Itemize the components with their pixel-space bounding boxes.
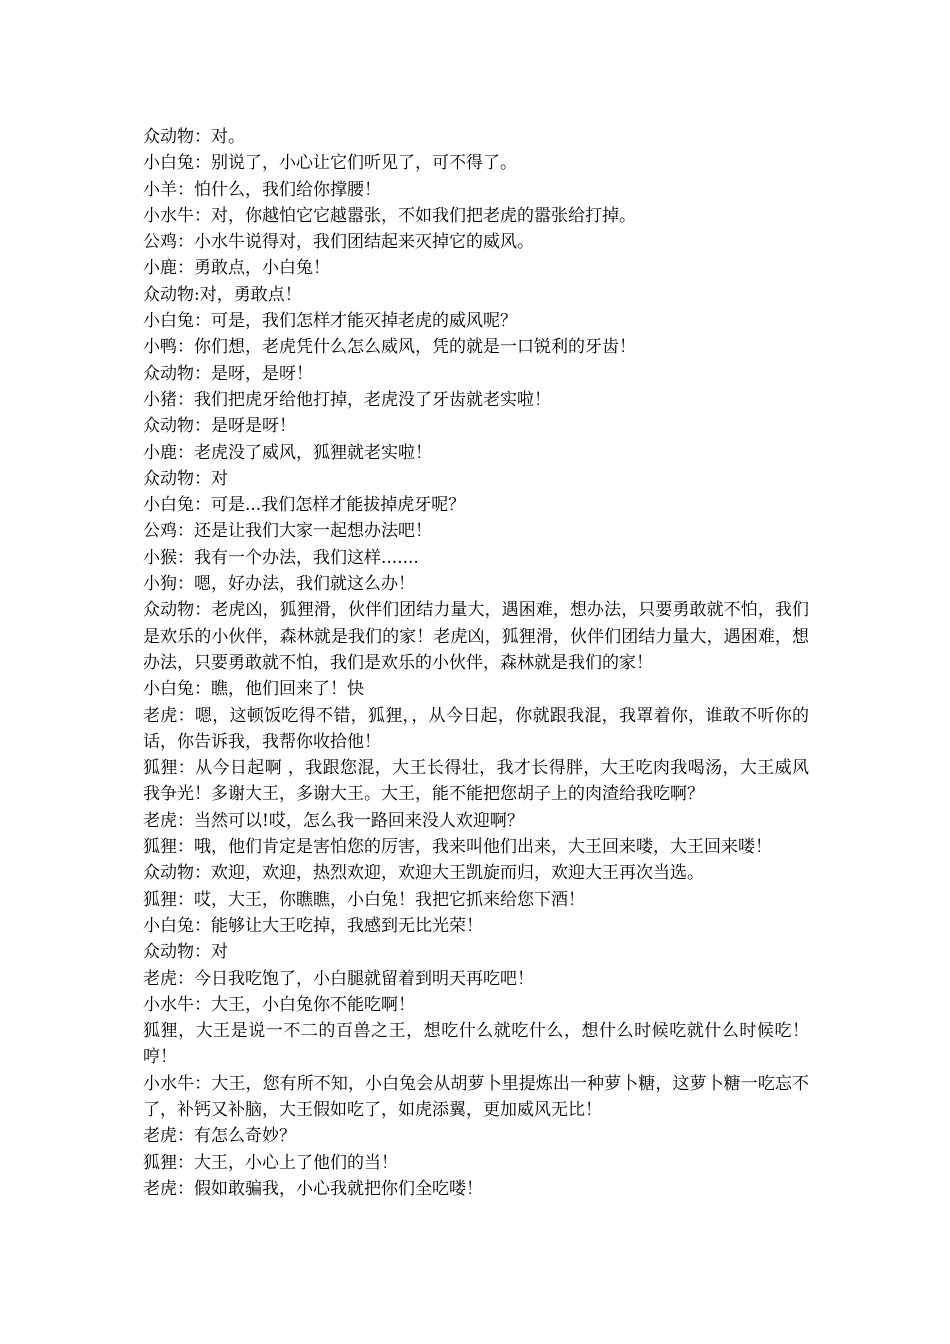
dialogue-line: 公鸡：还是让我们大家一起想办法吧！ — [143, 521, 432, 542]
dialogue-line: 小水牛：大王，您有所不知，小白兔会从胡萝卜里提炼出一种萝卜糖，这萝卜糖一吃忘不了，补钙又补脑，大王假如吃了，如虎添翼，更加威风无比！ — [143, 1073, 809, 1120]
dialogue-line: 老虎：当然可以!哎，怎么我一路回来没人欢迎啊？ — [143, 810, 524, 831]
dialogue-line: 小猪：我们把虎牙给他打掉，老虎没了牙齿就老实啦！ — [143, 389, 551, 410]
dialogue-line: 小白兔：瞧，他们回来了！快 — [143, 679, 364, 700]
dialogue-line: 众动物：是呀，是呀！ — [143, 363, 313, 384]
dialogue-line: 狐狸：从今日起啊 ，我跟您混，大王长得壮，我才长得胖，大王吃肉我喝汤，大王威风我争光！多谢大王，多谢大王。大王，能不能把您胡子上的肉渣给我吃啊？ — [143, 758, 809, 805]
dialogue-line: 小水牛：对，你越怕它它越嚣张，不如我们把老虎的嚣张给打掉。 — [143, 205, 636, 226]
dialogue-line: 众动物：对 — [143, 468, 228, 489]
dialogue-line: 小鸭：你们想，老虎凭什么怎么威风，凭的就是一口锐利的牙齿！ — [143, 337, 636, 358]
dialogue-line: 公鸡：小水牛说得对，我们团结起来灭掉它的威风。 — [143, 232, 534, 253]
dialogue-line: 小狗：嗯，好办法，我们就这么办！ — [143, 574, 415, 595]
dialogue-line: 狐狸：哎，大王，你瞧瞧，小白兔！我把它抓来给您下酒！ — [143, 889, 585, 910]
dialogue-line: 小鹿：勇敢点，小白兔！ — [143, 258, 330, 279]
dialogue-line: 老虎：假如敢骗我，小心我就把你们全吃喽！ — [143, 1178, 483, 1199]
dialogue-line: 众动物:对，勇敢点！ — [143, 284, 302, 305]
dialogue-line: 小白兔：可是...我们怎样才能拔掉虎牙呢？ — [143, 495, 466, 516]
dialogue-line: 小水牛：大王，小白兔你不能吃啊！ — [143, 994, 415, 1015]
dialogue-line: 小白兔：能够让大王吃掉，我感到无比光荣！ — [143, 915, 483, 936]
document-body — [143, 124, 809, 1202]
dialogue-line: 众动物：老虎凶，狐狸滑，伙伴们团结力量大，遇困难，想办法，只要勇敢就不怕，我们是欢乐的小伙伴，森林就是我们的家！老虎凶，狐狸滑，伙伴们团结力量大，遇困难，想办法，只要勇敢就不怕，我们是欢乐的小伙伴，森林就是我们的家！ — [143, 600, 809, 673]
dialogue-line: 众动物：对。 — [143, 127, 245, 147]
dialogue-line: 众动物：欢迎，欢迎，热烈欢迎，欢迎大王凯旋而归，欢迎大王再次当选。 — [143, 863, 704, 884]
dialogue-line: 老虎：今日我吃饱了，小白腿就留着到明天再吃吧！ — [143, 968, 534, 989]
dialogue-line: 众动物：是呀是呀！ — [143, 416, 296, 437]
dialogue-line: 小鹿：老虎没了威风，狐狸就老实啦！ — [143, 442, 432, 463]
dialogue-line: 狐狸：哦，他们肯定是害怕您的厉害，我来叫他们出来，大王回来喽，大王回来喽！ — [143, 837, 772, 858]
dialogue-line: 小羊：怕什么，我们给你撑腰！ — [143, 179, 381, 200]
dialogue-line: 老虎：有怎么奇妙？ — [143, 1126, 296, 1147]
dialogue-line: 老虎：嗯，这顿饭吃得不错，狐狸，，从今日起，你就跟我混，我罩着你，谁敢不听你的话，你告诉我，我帮你收拾他！ — [143, 705, 809, 752]
dialogue-line: 狐狸：大王，小心上了他们的当！ — [143, 1152, 398, 1173]
dialogue-line: 狐狸，大王是说一不二的百兽之王，想吃什么就吃什么，想什么时候吃就什么时候吃！哼！ — [143, 1021, 809, 1068]
dialogue-line: 小猴：我有一个办法，我们这样....... — [143, 547, 419, 568]
dialogue-line: 小白兔：可是，我们怎样才能灭掉老虎的威风呢？ — [143, 311, 517, 332]
dialogue-line: 小白兔：别说了，小心让它们听见了，可不得了。 — [143, 153, 517, 174]
dialogue-line: 众动物：对 — [143, 942, 228, 963]
